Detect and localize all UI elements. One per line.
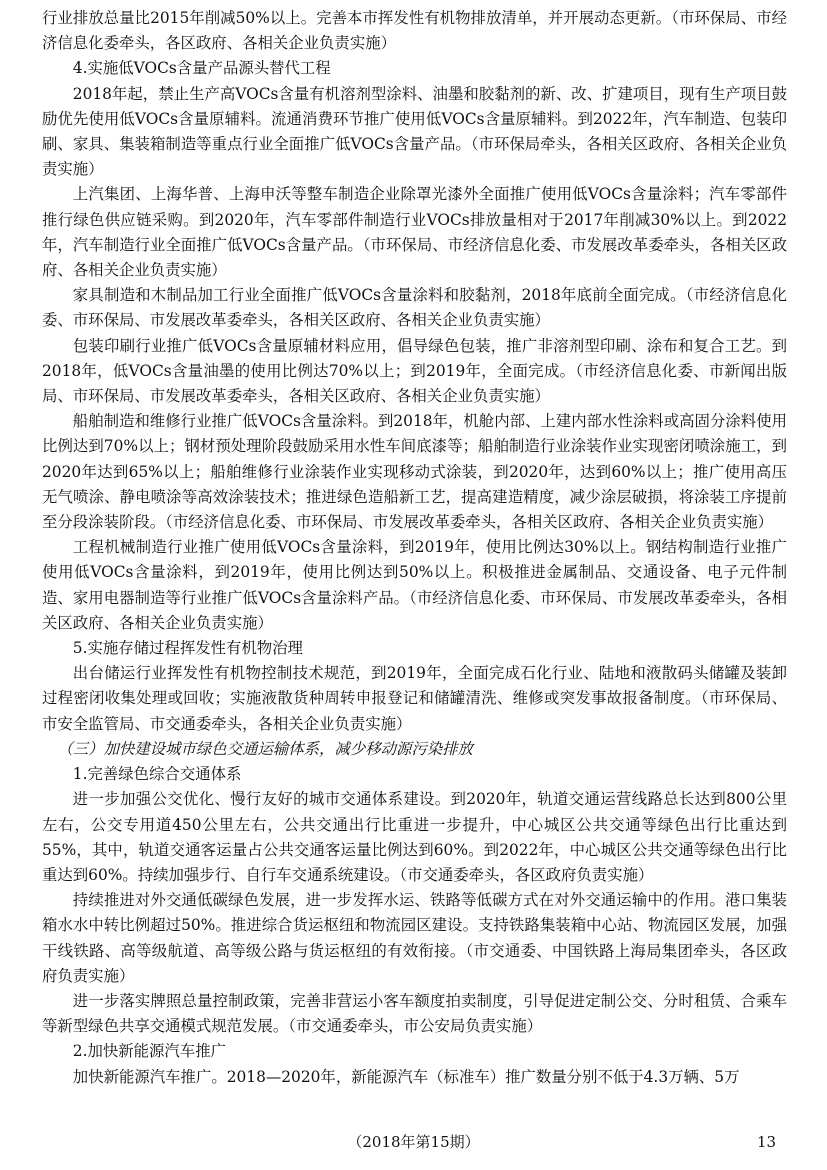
paragraph: 2018年起，禁止生产高VOCs含量有机溶剂型涂料、油墨和胶黏剂的新、改、扩建项目，现有生产项目鼓励优先使用低VOCs含量原辅料。流通消费环节推广使用低VOCs含量原辅料。到2022年，汽车制造、包装印刷、家具、集装箱制造等重点行业全面推广低VOCs含量产品。（市环保局牵头，各相关区政府、各相关企业负责实施）	[42, 84, 787, 179]
heading: 1.完善绿色综合交通体系	[72, 765, 242, 784]
page-number: 13	[757, 1133, 777, 1151]
paragraph: 出台储运行业挥发性有机物控制技术规范，到2019年，全面完成石化行业、陆地和液散码头储罐及装卸过程密闭收集处理或回收；实施液散货种周转申报登记和储罐清洗、维修或突发事故报备制度。（市环保局、市安全监管局、市交通委牵头，各相关企业负责实施）	[42, 664, 787, 733]
paragraph: 持续推进对外交通低碳绿色发展，进一步发挥水运、铁路等低碳方式在对外交通运输中的作用。港口集装箱水水中转比例超过50%。推进综合货运枢纽和物流园区建设。支持铁路集装箱中心站、物流园区发展，加强干线铁路、高等级航道、高等级公路与货运枢纽的有效衔接。（市交通委、中国铁路上海局集团牵头，各区政府负责实施）	[42, 891, 787, 985]
section-heading: （三）加快建设城市绿色交通运输体系，减少移动源污染排放	[57, 739, 473, 758]
paragraph: 船舶制造和维修行业推广低VOCs含量涂料。到2018年，机舱内部、上建内部水性涂料或高固分涂料使用比例达到70%以上；钢材预处理阶段鼓励采用水性车间底漆等；船舶制造行业涂装作业实现密闭喷涂施工，到2020年达到65%以上；船舶维修行业涂装作业实现移动式涂装，到2020年，达到60%以上；推广使用高压无气喷涂、静电喷涂等高效涂装技术；推进绿色造船新工艺，提高建造精度，减少涂层破损，将涂装工序提前至分段涂装阶段。（市经济信息化委、市环保局、市发展改革委牵头，各相关区政府、各相关企业负责实施）	[42, 412, 787, 532]
paragraph: 进一步落实牌照总量控制政策，完善非营运小客车额度拍卖制度，引导促进定制公交、分时租赁、合乘车等新型绿色共享交通模式规范发展。（市交通委牵头，市公安局负责实施）	[42, 991, 787, 1036]
paragraph: 包装印刷行业推广低VOCs含量原辅材料应用，倡导绿色包装，推广非溶剂型印刷、涂布和复合工艺。到2018年，低VOCs含量油墨的使用比例达70%以上；到2019年，全面完成。（市经济信息化委、市新闻出版局、市环保局、市发展改革委牵头，各相关区政府、各相关企业负责实施）	[42, 336, 787, 406]
paragraph: 进一步加强公交优化、慢行友好的城市交通体系建设。到2020年，轨道交通运营线路总长达到800公里左右，公交专用道450公里左右，公共交通出行比重进一步提升，中心城区公共交通等绿色出行比重达到55%，其中，轨道交通客运量占公共交通客运量比例达到60%。到2022年，中心城区公共交通等绿色出行比重达到60%。持续加强步行、自行车交通系统建设。（市交通委牵头，各区政府负责实施）	[42, 790, 787, 884]
heading: 4.实施低VOCs含量产品源头替代工程	[72, 59, 331, 78]
paragraph: 家具制造和木制品加工行业全面推广低VOCs含量涂料和胶黏剂，2018年底前全面完成。（市经济信息化委、市环保局、市发展改革委牵头，各相关区政府、各相关企业负责实施）	[42, 286, 787, 330]
paragraph: 加快新能源汽车推广。2018—2020年，新能源汽车（标准车）推广数量分别不低于4.3万辆、5万	[72, 1067, 740, 1086]
paragraph: 工程机械制造行业推广使用低VOCs含量涂料，到2019年，使用比例达30%以上。钢结构制造行业推广使用低VOCs含量涂料，到2019年，使用比例达到50%以上。积极推进金属制品、交通设备、电子元件制造、家用电器制造等行业推广低VOCs含量涂料产品。（市经济信息化委、市环保局、市发展改革委牵头，各相关区政府、各相关企业负责实施）	[42, 538, 787, 632]
heading: 5.实施存储过程挥发性有机物治理	[72, 639, 303, 658]
issue-label: （2018年第15期）	[347, 1133, 480, 1151]
document-body	[42, 6, 787, 1090]
paragraph: 行业排放总量比2015年削减50%以上。完善本市挥发性有机物排放清单，并开展动态更新。（市环保局、市经济信息化委牵头，各区政府、各相关企业负责实施）	[42, 9, 787, 53]
heading: 2.加快新能源汽车推广	[72, 1042, 226, 1061]
paragraph: 上汽集团、上海华普、上海申沃等整车制造企业除罩光漆外全面推广使用低VOCs含量涂料；汽车零部件推行绿色供应链采购。到2020年，汽车零部件制造行业VOCs排放量相对于2017年削减30%以上。到2022年，汽车制造行业全面推广低VOCs含量产品。（市环保局、市经济信息化委、市发展改革委牵头，各相关区政府、各相关企业负责实施）	[42, 185, 787, 280]
